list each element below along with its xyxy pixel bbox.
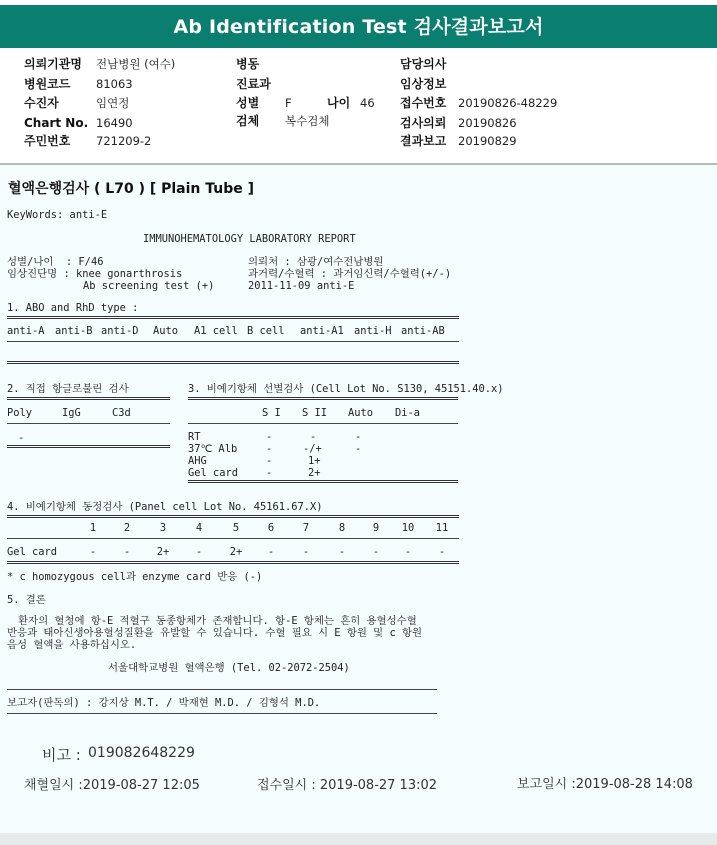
chart-no-label: Chart No. — [24, 116, 89, 130]
sec2-title: 2. 직접 항글로불린 검사 — [7, 383, 129, 395]
sec4-cell-value: 2+ — [156, 546, 170, 558]
hospital-code-label: 병원코드 — [24, 77, 71, 91]
sec1-bottom-rule — [7, 361, 459, 364]
sex-value: F — [285, 96, 292, 110]
keywords: KeyWords: anti-E — [7, 209, 108, 221]
sec2-col-igg: IgG — [62, 407, 81, 419]
sec4-cell-number: 10 — [401, 522, 415, 534]
sec3-top-rule — [188, 397, 458, 400]
sec4-mid-rule — [7, 538, 459, 539]
requester-line: 의뢰처 : 삼광/여수전남병원 — [248, 256, 384, 268]
sec3-phase: Gel card — [188, 467, 239, 479]
sec4-top-rule — [7, 515, 459, 518]
sec2-top-rule — [7, 397, 170, 400]
sec2-col-poly: Poly — [7, 407, 33, 419]
history-line: 과거력/수혈력 : 과거임신력/수혈력(+/-) — [248, 268, 452, 280]
sec4-cell-value: - — [372, 546, 380, 558]
collected-datetime: 채혈일시 :2019-08-27 12:05 — [24, 778, 200, 793]
sec1-mid-rule — [7, 341, 459, 342]
sec3-cell: 1+ — [308, 455, 321, 467]
sec3-bottom-rule — [188, 480, 458, 483]
sec3-cell: - — [266, 443, 273, 455]
age-value: 46 — [360, 96, 375, 110]
sec4-cell-number: 4 — [195, 522, 203, 534]
sec3-mid-rule — [188, 423, 458, 424]
diagnosis-line: 임상진단명 : knee gonarthrosis — [7, 268, 183, 280]
sec4-title: 4. 비예기항체 동정검사 (Panel cell Lot No. 45161.67.X) — [7, 501, 323, 513]
sec4-cell-value: - — [89, 546, 97, 558]
sec3-phase: RT — [188, 431, 201, 443]
sec1-title: 1. ABO and RhD type : — [7, 302, 139, 314]
patient-value: 임연정 — [96, 96, 130, 110]
hospital-code-value: 81063 — [96, 77, 133, 91]
note-value: 019082648229 — [88, 745, 195, 761]
sec4-cell-number: 6 — [267, 522, 275, 534]
sec3-phase: AHG — [188, 455, 207, 467]
report-date-value: 20190829 — [458, 134, 517, 148]
sec1-col: anti-D — [101, 325, 139, 337]
conclusion-line: 반응과 태아신생아용혈성질환을 유발할 수 있습니다. 수혈 필요 시 E 항원 및 c 항원 — [7, 627, 423, 639]
sec1-col: anti-A1 — [300, 325, 344, 337]
sec4-note: * c homozygous cell과 enzyme card 반응 (-) — [7, 571, 263, 583]
sec3-cell: - — [310, 431, 317, 443]
report-title: Ab Identification Test 검사결과보고서 — [0, 5, 717, 48]
sec4-cell-number: 9 — [372, 522, 380, 534]
request-date-value: 20190826 — [458, 116, 517, 130]
chart-no-value: 16490 — [96, 116, 133, 130]
resident-no-label: 주민번호 — [24, 134, 71, 148]
sec4-cell-number: 3 — [159, 522, 167, 534]
accession-value: 20190826-48229 — [458, 96, 558, 110]
sex-age-line: 성별/나이 : F/46 — [7, 256, 104, 268]
request-date-label: 검사의뢰 — [400, 116, 447, 130]
sec3-title: 3. 비예기항체 선별검사 (Cell Lot No. S130, 45151.40.x) — [188, 383, 504, 395]
sec2-poly-value: - — [18, 432, 25, 444]
reported-datetime: 보고일시 :2019-08-28 14:08 — [517, 777, 693, 792]
sec3-cell: -/+ — [303, 443, 322, 455]
sec4-cell-number: 8 — [338, 522, 346, 534]
resident-no-value: 721209-2 — [96, 134, 152, 148]
sec4-cell-value: - — [123, 546, 131, 558]
received-datetime: 접수일시 : 2019-08-27 13:02 — [257, 778, 438, 793]
sex-label: 성별 — [236, 96, 260, 110]
clinical-info-label: 임상정보 — [400, 77, 447, 91]
patient-label: 수진자 — [24, 96, 59, 110]
sec3-cell: - — [355, 443, 362, 455]
sec5-title: 5. 결론 — [7, 594, 46, 606]
reporters-line: 보고자(판독의) : 강지상 M.T. / 박재현 M.D. / 김형석 M.D. — [7, 697, 321, 709]
sec3-col-dia: Di-a — [395, 407, 421, 419]
sec4-cell-value: - — [302, 546, 310, 558]
sec4-cell-number: 5 — [232, 522, 240, 534]
sec2-col-c3d: C3d — [112, 407, 131, 419]
sec4-cell-number: 11 — [435, 522, 449, 534]
diagnosis-line-2: Ab screening test (+) — [83, 280, 215, 292]
hospital-value: 전남병원 (여수) — [96, 57, 176, 71]
sec4-cell-number: 7 — [302, 522, 310, 534]
sec3-cell: - — [355, 431, 362, 443]
age-label: 나이 — [327, 96, 351, 110]
sec3-cell: - — [266, 431, 273, 443]
hospital-label: 의뢰기관명 — [24, 57, 82, 71]
sec1-col: anti-A — [7, 325, 45, 337]
doctor-label: 담당의사 — [400, 57, 447, 71]
sec4-cell-value: - — [195, 546, 203, 558]
sec1-col: A1 cell — [194, 325, 238, 337]
sec1-col: anti-B — [55, 325, 93, 337]
sec4-cell-value: - — [338, 546, 346, 558]
sec2-bottom-rule — [7, 445, 170, 448]
sec4-row-label: Gel card — [7, 546, 58, 558]
sec1-col: anti-AB — [401, 325, 445, 337]
ward-label: 병동 — [236, 57, 260, 71]
dept-label: 진료과 — [236, 77, 271, 91]
sec3-cell: 2+ — [308, 467, 321, 479]
sec3-phase: 37℃ Alb — [188, 443, 238, 455]
sec1-col: Auto — [153, 325, 179, 337]
sec4-cell-value: - — [267, 546, 275, 558]
sec3-cell: - — [266, 455, 273, 467]
conclusion-line: 음성 혈액을 사용하십시오. — [7, 639, 137, 651]
conclusion-line: 환자의 혈청에 항-E 적혈구 동종항체가 존재합니다. 항-E 항체는 흔히 용혈성수혈 — [18, 615, 417, 627]
accession-label: 접수번호 — [400, 96, 447, 110]
report-heading: IMMUNOHEMATOLOGY LABORATORY REPORT — [143, 233, 356, 245]
sec1-col: anti-H — [354, 325, 392, 337]
report-subtitle: 혈액은행검사 ( L70 ) [ Plain Tube ] — [8, 181, 255, 197]
sec4-cell-value: - — [404, 546, 412, 558]
reporters-bottom-rule — [7, 713, 437, 714]
sec3-col-si: S I — [262, 407, 281, 419]
specimen-label: 검체 — [236, 114, 260, 128]
sec3-cell: - — [266, 467, 273, 479]
reporters-top-rule — [7, 689, 437, 690]
bottom-strip — [0, 833, 717, 845]
note-label: 비고 : — [42, 746, 81, 764]
sec4-cell-number: 2 — [123, 522, 131, 534]
institution-line: 서울대학교병원 혈액은행 (Tel. 02-2072-2504) — [108, 662, 350, 674]
sec4-cell-value: 2+ — [229, 546, 243, 558]
sec4-cell-number: 1 — [89, 522, 97, 534]
history-line-2: 2011-11-09 anti-E — [248, 280, 355, 292]
specimen-value: 복수검체 — [285, 114, 330, 128]
sec4-cell-value: - — [438, 546, 446, 558]
sec3-col-auto: Auto — [348, 407, 374, 419]
sec4-bottom-rule — [7, 561, 459, 564]
sec1-top-rule — [7, 316, 459, 319]
sec3-col-sii: S II — [302, 407, 328, 419]
sec2-mid-rule — [7, 423, 170, 424]
report-date-label: 결과보고 — [400, 134, 447, 148]
sec1-col: B cell — [247, 325, 285, 337]
